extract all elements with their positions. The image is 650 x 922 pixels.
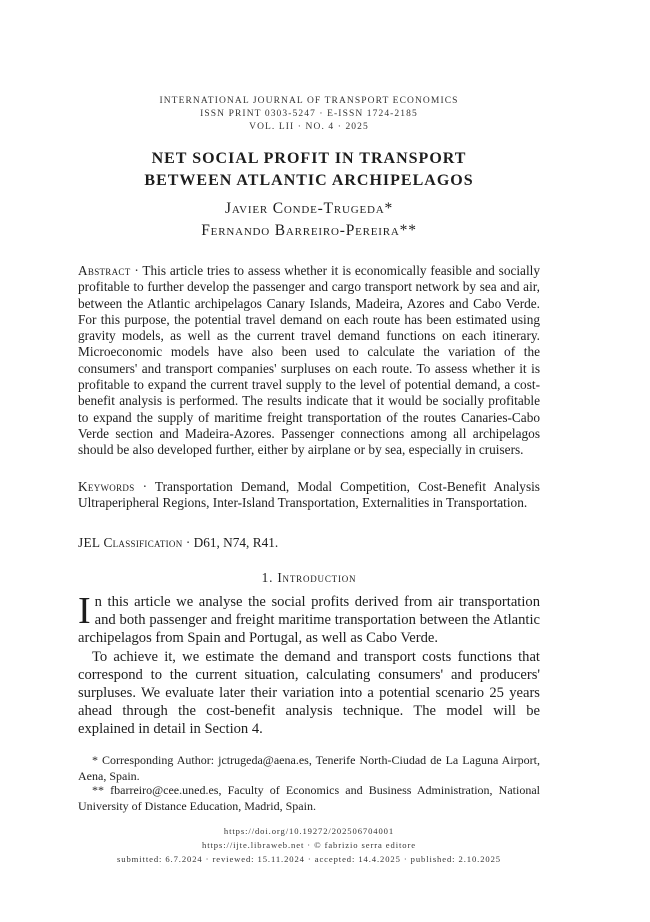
jel-label: JEL Classification [78,535,183,550]
article-title-line-1: NET SOCIAL PROFIT IN TRANSPORT [151,150,467,167]
footer-dates: submitted: 6.7.2024 · reviewed: 15.11.2024 · accepted: 14.4.2025 · published: 2.10.2025 [117,854,501,864]
footnote-1: * Corresponding Author: jctrugeda@aena.es, Tenerife North-Ciudad de La Laguna Airport, Aena, Spain. [78,753,540,783]
journal-volume: VOL. LII · NO. 4 · 2025 [249,122,369,132]
jel-classification [78,535,540,551]
intro-paragraph-2: To achieve it, we estimate the demand and transport costs functions that correspond to the current situation, calculating consumers' and producers' surpluses. We evaluate later their variation into a potential scenario 25 years ahead through the cost-benefit analysis technique. The model will be explained in detail in Section 4. [78,649,540,737]
intro-paragraph-1 [78,590,540,647]
abstract [78,263,540,459]
author-2: Fernando Barreiro-Pereira** [201,222,417,239]
journal-name: INTERNATIONAL JOURNAL OF TRANSPORT ECONOMICS [159,96,459,106]
author-1: Javier Conde-Trugeda* [225,200,393,217]
keywords [78,479,540,512]
article-title-line-2: BETWEEN ATLANTIC ARCHIPELAGOS [144,172,474,189]
keywords-text: · Transportation Demand, Modal Competition, Cost-Benefit Analysis Ultraperipheral Regions, Inter-Island Transportation, Externalities in Transportation. [78,479,540,511]
keywords-label: Keywords [78,479,135,494]
jel-text: · D61, N74, R41. [182,535,279,550]
journal-issn: ISSN PRINT 0303-5247 · E-ISSN 1724-2185 [200,109,418,119]
section-heading: 1. Introduction [261,570,357,585]
intro-paragraph-1-text: n this article we analyse the social profits derived from air transportation and both passenger and freight maritime transportation between the Atlantic archipelagos from Spain and Portugal, as well as Cabo Verde. [78,594,540,646]
footer-doi: https://doi.org/10.19272/202506704001 [223,826,395,836]
footnote-2: ** fbarreiro@cee.uned.es, Faculty of Economics and Business Administration, National University of Distance Education, Madrid, Spain. [78,783,540,813]
abstract-label: Abstract [78,263,131,278]
abstract-text: · This article tries to assess whether it is economically feasible and socially profitable to further develop the passenger and cargo transport network by sea and air, between the Atlantic archipelagos Canary Islands, Madeira, Azores and Cabo Verde. For this purpose, the potential travel demand on each route has been estimated using gravity models, as well as the current travel demand functions on each itinerary. Microeconomic models have also been used to calculate the variation of the consumers' and transport companies' surpluses on each route. To assess whether it is profitable to expand the current travel supply to the level of potential demand, a cost-benefit analysis is performed. The results indicate that it would be socially profitable to expand the supply of maritime freight transportation of the routes Canaries-Cabo Verde section and Madeira-Azores. Passenger connections among all archipelagos should be also developed further, either by airplane or by sea, especially in cruisers. [78,263,540,458]
drop-cap: I [78,590,91,632]
footer-site: https://ijte.libraweb.net · © fabrizio serra editore [202,840,416,850]
